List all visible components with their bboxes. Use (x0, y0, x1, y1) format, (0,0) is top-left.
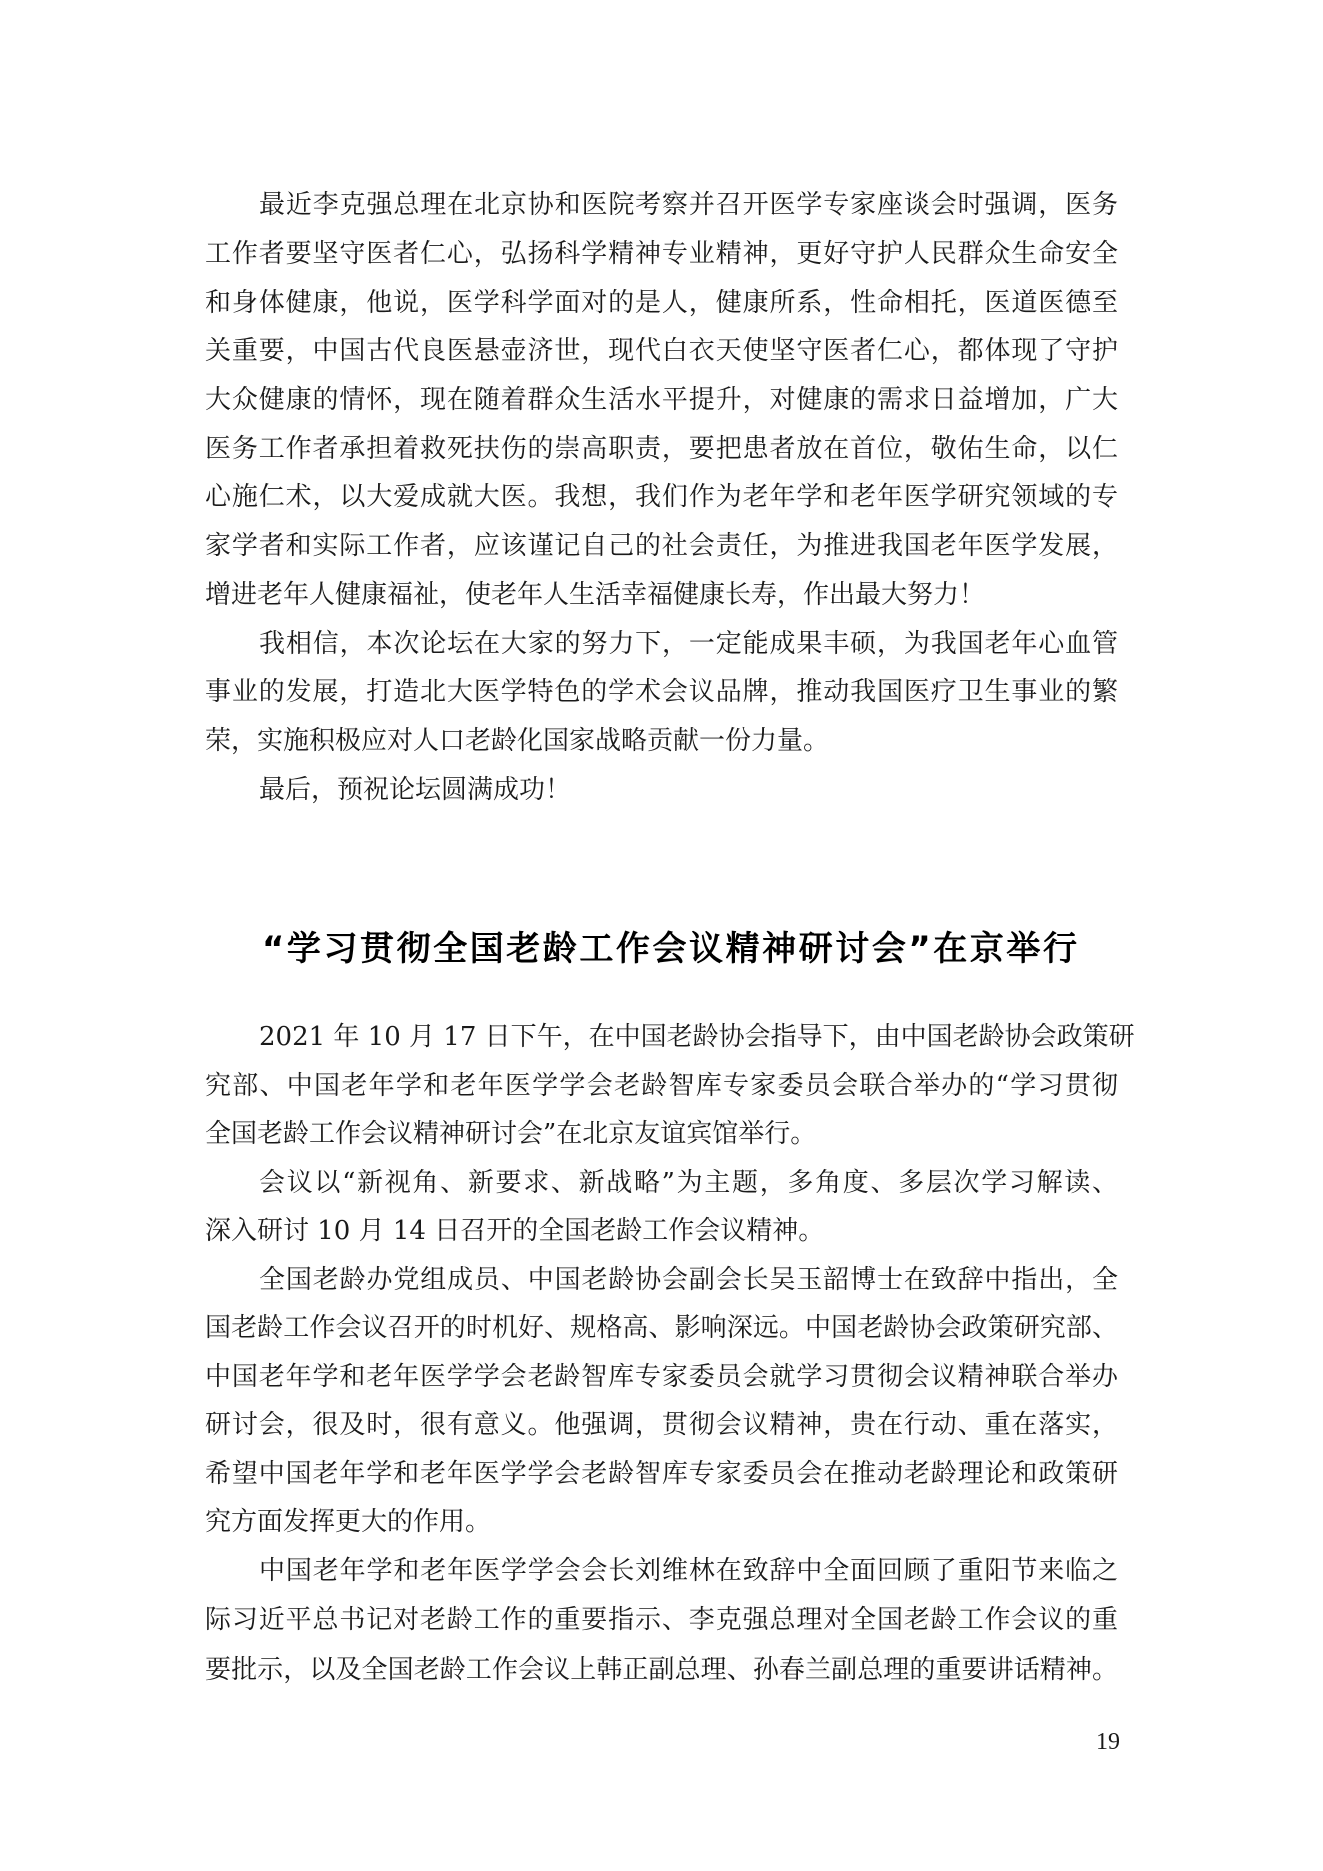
text-line: 和身体健康，他说，医学科学面对的是人，健康所系，性命相托，医道医德至 (205, 288, 1118, 318)
text-line: 增进老年人健康福祉，使老年人生活幸福健康长寿，作出最大努力！ (205, 580, 986, 610)
text-line: 工作者要坚守医者仁心，弘扬科学精神专业精神，更好守护人民群众生命安全 (205, 239, 1118, 269)
text-line: 2021 年 10 月 17 日下午，在中国老龄协会指导下，由中国老龄协会政策研 (259, 1022, 1135, 1052)
text-line: 最后，预祝论坛圆满成功！ (259, 775, 572, 805)
text-line: 会议以“新视角、新要求、新战略”为主题，多角度、多层次学习解读、 (259, 1168, 1118, 1198)
text-line: 全国老龄办党组成员、中国老龄协会副会长吴玉韶博士在致辞中指出，全 (259, 1265, 1118, 1295)
text-line: 研讨会，很及时，很有意义。他强调，贯彻会议精神，贵在行动、重在落实， (205, 1410, 1118, 1440)
text-line: 全国老龄工作会议精神研讨会”在北京友谊宾馆举行。 (205, 1119, 817, 1149)
text-line: 荣，实施积极应对人口老龄化国家战略贡献一份力量。 (205, 726, 830, 756)
text-line: 究方面发挥更大的作用。 (205, 1507, 492, 1537)
article-title: “学习贯彻全国老龄工作会议精神研讨会”在京举行 (262, 929, 1077, 969)
text-line: 希望中国老年学和老年医学学会老龄智库专家委员会在推动老龄理论和政策研 (205, 1459, 1118, 1489)
text-line: 中国老年学和老年医学学会老龄智库专家委员会就学习贯彻会议精神联合举办 (205, 1362, 1118, 1392)
text-line: 关重要，中国古代良医悬壶济世，现代白衣天使坚守医者仁心，都体现了守护 (205, 336, 1118, 366)
text-line: 深入研讨 10 月 14 日召开的全国老龄工作会议精神。 (205, 1216, 825, 1246)
text-line: 家学者和实际工作者，应该谨记自己的社会责任，为推进我国老年医学发展， (205, 531, 1118, 561)
text-line: 大众健康的情怀，现在随着群众生活水平提升，对健康的需求日益增加，广大 (205, 385, 1118, 415)
text-line: 究部、中国老年学和老年医学学会老龄智库专家委员会联合举办的“学习贯彻 (205, 1071, 1118, 1101)
text-line: 心施仁术，以大爱成就大医。我想，我们作为老年学和老年医学研究领域的专 (205, 482, 1118, 512)
text-line: 我相信，本次论坛在大家的努力下，一定能成果丰硕，为我国老年心血管 (259, 629, 1118, 659)
text-line: 医务工作者承担着救死扶伤的崇高职责，要把患者放在首位，敬佑生命，以仁 (205, 434, 1118, 464)
text-line: 事业的发展，打造北大医学特色的学术会议品牌，推动我国医疗卫生事业的繁 (205, 677, 1118, 707)
text-line: 最近李克强总理在北京协和医院考察并召开医学专家座谈会时强调，医务 (259, 190, 1118, 220)
text-line: 要批示，以及全国老龄工作会议上韩正副总理、孙春兰副总理的重要讲话精神。 (205, 1655, 1118, 1685)
text-line: 国老龄工作会议召开的时机好、规格高、影响深远。中国老龄协会政策研究部、 (205, 1313, 1118, 1343)
text-line: 际习近平总书记对老龄工作的重要指示、李克强总理对全国老龄工作会议的重 (205, 1605, 1118, 1635)
page-number: 19 (1096, 1729, 1120, 1755)
text-line: 中国老年学和老年医学学会会长刘维林在致辞中全面回顾了重阳节来临之 (259, 1556, 1118, 1586)
